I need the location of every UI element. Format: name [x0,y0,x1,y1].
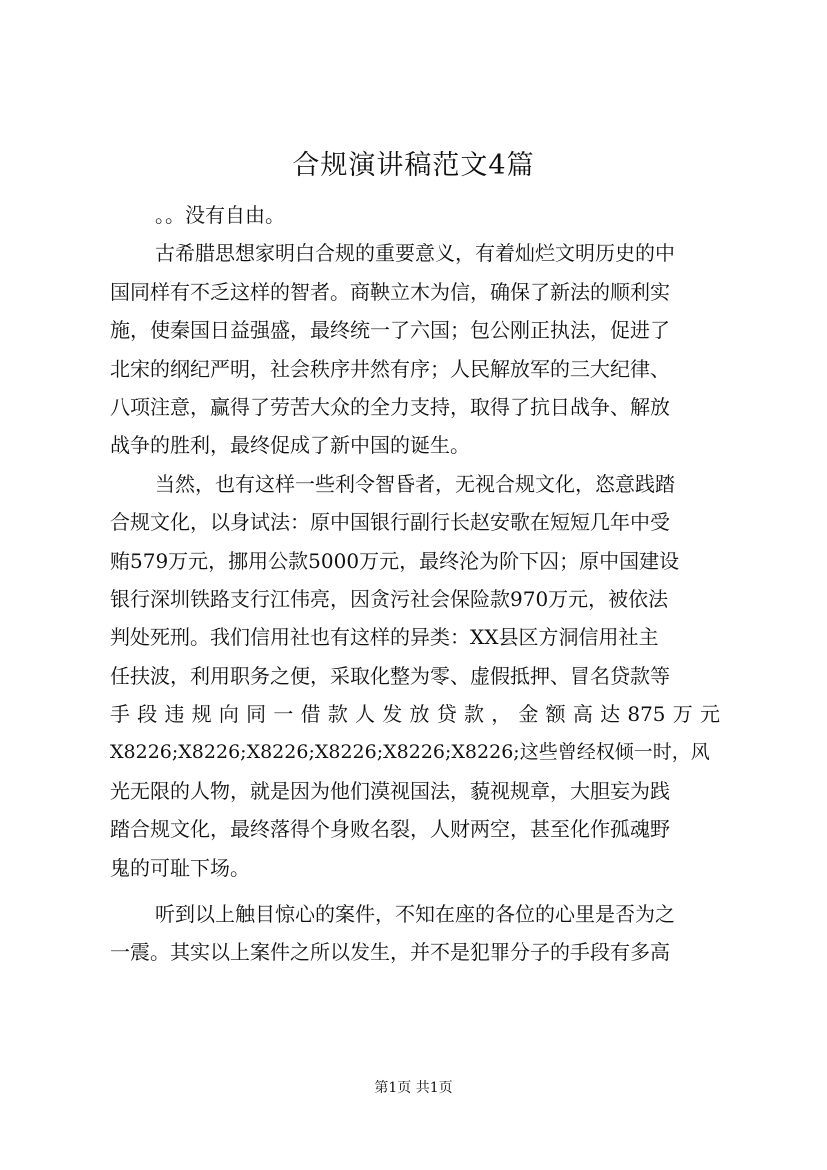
text-line: 判处死刑。我们信用社也有这样的异类：XX县区方洞信用社主 [110,625,659,650]
text-line: 国同样有不乏这样的智者。商鞅立木为信，确保了新法的顺利实 [110,279,670,304]
text-line: X8226;X8226;X8226;X8226;X8226;X8226;这些曾经权倾一时，风 [110,741,710,764]
page-number-footer: 第1页 共1页 [374,1080,453,1096]
text-line: 任扶波，利用职务之便，采取化整为零、虚假抵押、冒名贷款等 [110,663,670,688]
text-line: 鬼的可耻下场。 [110,855,250,880]
text-line: 古希腊思想家明白合规的重要意义，有着灿烂文明历史的中 [155,241,675,266]
text-line: 踏合规文化，最终落得个身败名裂，人财两空，甚至化作孤魂野 [110,817,670,842]
text-line: 。。没有自由。 [155,203,285,227]
text-line: 战争的胜利，最终促成了新中国的诞生。 [110,433,470,458]
text-line: 施，使秦国日益强盛，最终统一了六国；包公刚正执法，促进了 [110,318,670,343]
text-line: 北宋的纲纪严明，社会秩序井然有序；人民解放军的三大纪律、 [110,356,670,381]
document-body [110,196,720,972]
text-line: 贿579万元，挪用公款5000万元，最终沦为阶下囚；原中国建设 [110,548,680,573]
text-line: 光无限的人物，就是因为他们漠视国法，藐视规章，大胆妄为践 [110,778,670,803]
document-title: 合规演讲稿范文4篇 [292,150,535,181]
text-line: 银行深圳铁路支行江伟亮，因贪污社会保险款970万元，被依法 [110,586,669,611]
text-line: 手段违规向同一借款人发放贷款，金额高达875万元 [110,702,720,727]
text-line: 听到以上触目惊心的案件，不知在座的各位的心里是否为之 [155,902,675,927]
text-line: 合规文化，以身试法：原中国银行副行长赵安歌在短短几年中受 [110,510,670,535]
paragraph-spacer [110,887,720,895]
text-line: 当然，也有这样一些利令智昏者，无视合规文化，恣意践踏 [155,471,675,496]
text-line: 一震。其实以上案件之所以发生，并不是犯罪分子的手段有多高 [110,940,670,965]
text-line: 八项注意，赢得了劳苦大众的全力支持，取得了抗日战争、解放 [110,394,670,419]
